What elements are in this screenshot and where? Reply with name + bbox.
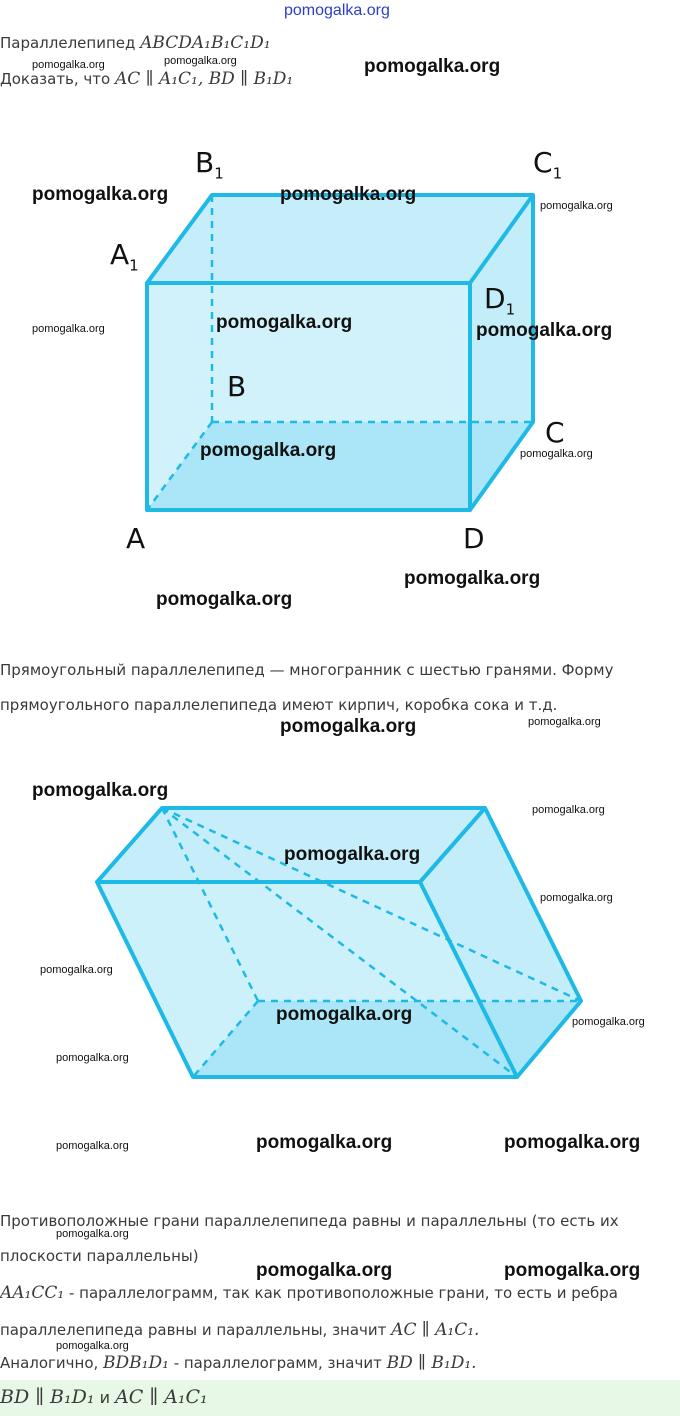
vertex-label-B1: $B_1$	[195, 146, 224, 183]
watermark: pomogalka.org	[504, 1260, 641, 1281]
watermark: pomogalka.org	[32, 323, 105, 335]
watermark: pomogalka.org	[56, 1340, 129, 1352]
parallelogram-conclusion-2: BD ∥ B₁D₁.	[386, 1353, 477, 1373]
result-math-1: BD ∥ B₁D₁	[0, 1386, 95, 1408]
result-box	[0, 1380, 680, 1416]
parallelogram-conclusion-1: AC ∥ A₁C₁.	[391, 1320, 480, 1340]
result-math-2: AC ∥ A₁C₁	[115, 1386, 208, 1408]
watermark: pomogalka.org	[284, 844, 421, 865]
watermark: pomogalka.org	[572, 1016, 645, 1028]
prove-label: Доказать, что	[0, 70, 111, 88]
vertex-label-A1: $A_1$	[110, 238, 139, 275]
watermark: pomogalka.org	[364, 56, 501, 77]
watermark: pomogalka.org	[540, 200, 613, 212]
watermark: pomogalka.org	[200, 440, 337, 461]
site-watermark-top[interactable]: pomogalka.org	[284, 2, 390, 19]
watermark: pomogalka.org	[280, 716, 417, 737]
parallelogram-line-1: AA₁CC₁ - параллелограмм, так как противоположные грани, то есть и ребра	[0, 1283, 618, 1303]
watermark: pomogalka.org	[40, 964, 113, 976]
vertex-label-C1: $C_1$	[533, 146, 563, 183]
watermark: pomogalka.org	[528, 716, 601, 728]
vertex-label-C: C	[545, 416, 565, 449]
definition-line-1: Прямоугольный параллелепипед — многогранник с шестью гранями. Форму	[0, 661, 614, 679]
watermark: pomogalka.org	[276, 1004, 413, 1025]
watermark: pomogalka.org	[216, 312, 353, 333]
definition-line-2: прямоугольного параллелепипеда имеют кирпич, коробка сока и т.д.	[0, 696, 558, 714]
watermark: pomogalka.org	[164, 55, 237, 67]
watermark: pomogalka.org	[32, 59, 105, 71]
watermark: pomogalka.org	[56, 1228, 129, 1240]
watermark: pomogalka.org	[56, 1052, 129, 1064]
watermark: pomogalka.org	[476, 320, 613, 341]
vertex-label-D: D	[463, 522, 485, 555]
watermark: pomogalka.org	[532, 804, 605, 816]
parallelogram-math-1: AA₁CC₁	[0, 1283, 65, 1303]
watermark: pomogalka.org	[32, 780, 169, 801]
opposite-faces-line-1: Противоположные грани параллелепипеда равны и параллельны (то есть их	[0, 1212, 619, 1230]
watermark: pomogalka.org	[504, 1132, 641, 1153]
vertex-label-B: B	[227, 370, 247, 403]
parallelogram-line-3: Аналогично, BDB₁D₁ - параллелограмм, значит BD ∥ B₁D₁.	[0, 1353, 477, 1373]
watermark: pomogalka.org	[256, 1132, 393, 1153]
parallelogram-line-2: параллелепипеда равны и параллельны, значит AC ∥ A₁C₁.	[0, 1320, 480, 1340]
given-math: ABCDA₁B₁C₁D₁	[140, 33, 271, 53]
watermark: pomogalka.org	[404, 568, 541, 589]
result-line: BD ∥ B₁D₁ и AC ∥ A₁C₁	[0, 1386, 208, 1408]
watermark: pomogalka.org	[32, 184, 169, 205]
prove-math: AC ∥ A₁C₁, BD ∥ B₁D₁	[115, 69, 294, 89]
watermark: pomogalka.org	[256, 1260, 393, 1281]
watermark: pomogalka.org	[280, 184, 417, 205]
watermark: pomogalka.org	[540, 892, 613, 904]
given-label: Параллелепипед	[0, 34, 136, 52]
parallelogram-math-2: BDB₁D₁	[103, 1353, 169, 1373]
vertex-label-A: A	[126, 522, 146, 555]
watermark: pomogalka.org	[156, 589, 293, 610]
vertex-label-D1: $D_1$	[484, 282, 516, 319]
opposite-faces-line-2: плоскости параллельны)	[0, 1247, 199, 1265]
watermark: pomogalka.org	[56, 1140, 129, 1152]
watermark: pomogalka.org	[520, 448, 593, 460]
